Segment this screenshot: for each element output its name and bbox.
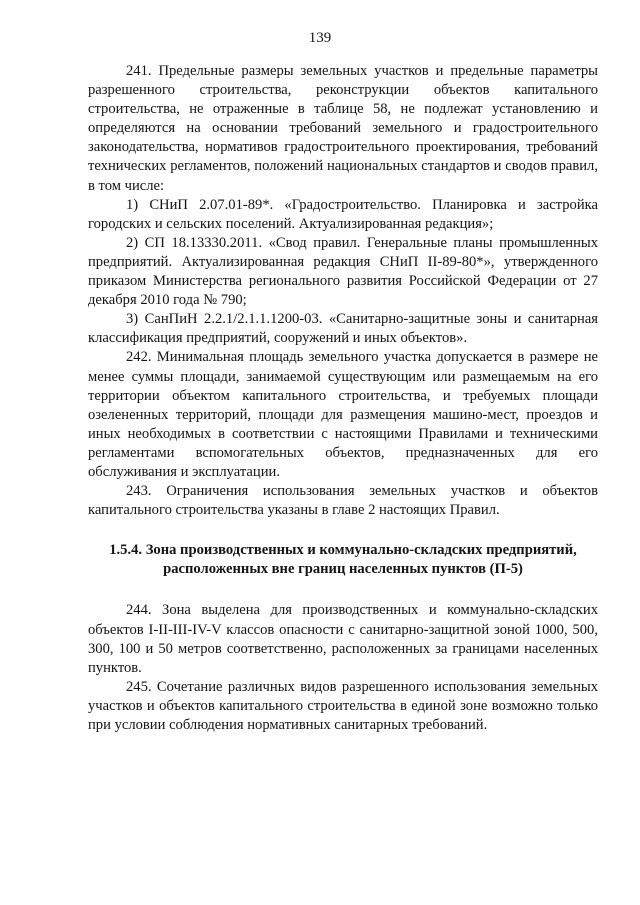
section-heading bbox=[88, 541, 598, 579]
paragraph-241: 241. Предельные размеры земельных участков и предельные параметры разрешенного строительства, реконструкции объектов капитального строительства, не отраженные в таблице 58, не подлежат установлению и определяются на основании требований земельного и градостроительного законодательства, нормативов градостроительного проектирования, требований технических регламентов, положений национальных стандартов и сводов правил, в том числе: bbox=[88, 63, 598, 194]
section-heading-line-1: 1.5.4. Зона производственных и коммунально-складских предприятий, bbox=[109, 542, 577, 559]
section-heading-line-2: расположенных вне границ населенных пунктов (П-5) bbox=[163, 561, 523, 578]
list-item-3: 3) СанПиН 2.2.1/2.1.1.1200-03. «Санитарно-защитные зоны и санитарная классификация предприятий, сооружений и иных объектов». bbox=[88, 311, 598, 347]
list-item-1: 1) СНиП 2.07.01-89*. «Градостроительство. Планировка и застройка городских и сельских поселений. Актуализированная редакция»; bbox=[88, 196, 598, 232]
list-item-2: 2) СП 18.13330.2011. «Свод правил. Генеральные планы промышленных предприятий. Актуализированная редакция СНиП II-89-80*», утвержденного приказом Министерства регионального развития Российской Федерации от 27 декабря 2010 года № 790; bbox=[88, 234, 598, 309]
paragraph-243: 243. Ограничения использования земельных участков и объектов капитального строительства указаны в главе 2 настоящих Правил. bbox=[88, 483, 598, 519]
page-number: 139 bbox=[308, 30, 332, 46]
page-content bbox=[88, 62, 598, 735]
paragraph-242: 242. Минимальная площадь земельного участка допускается в размере не менее суммы площади, занимаемой существующим или размещаемым на его территории объектом капитального строительства, и требуемых площади озелененных территорий, площади для размещения машино-мест, проездов и иных необходимых в соответствии с настоящими Правилами и техническими регламентами вспомогательных объектов, предназначенных для его обслуживания и эксплуатации. bbox=[88, 349, 598, 480]
paragraph-245: 245. Сочетание различных видов разрешенного использования земельных участков и объектов капитального строительства в единой зоне возможно только при условии соблюдения нормативных санитарных требований. bbox=[88, 678, 598, 733]
paragraph-244: 244. Зона выделена для производственных и коммунально-складских объектов I-II-III-IV-V классов опасности с санитарно-защитной зоной 1000, 500, 300, 100 и 50 метров соответственно, расположенных за границами населенных пунктов. bbox=[88, 602, 598, 676]
